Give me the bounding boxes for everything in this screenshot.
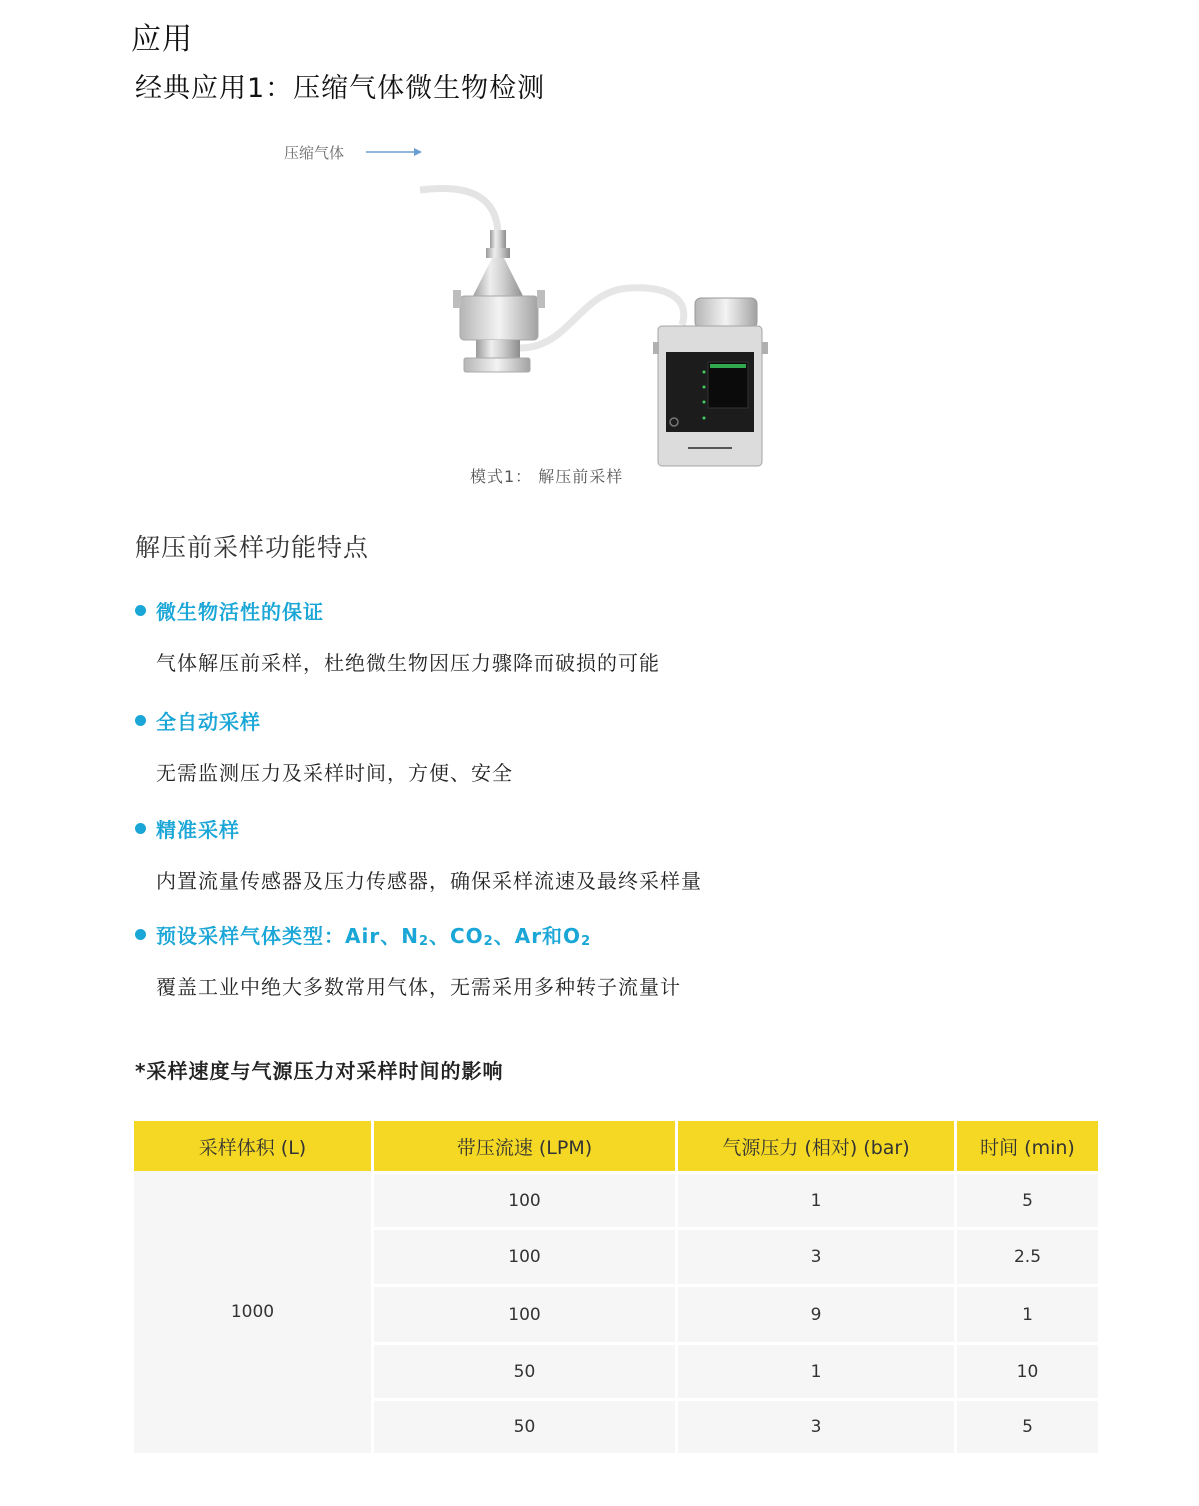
header-volume: 采样体积 (L) xyxy=(134,1121,374,1171)
flow-rate-cell: 100 xyxy=(374,1284,678,1342)
volume-cell: 1000 xyxy=(134,1171,374,1453)
feature-description: 气体解压前采样，杜绝微生物因压力骤降而破损的可能 xyxy=(156,651,660,675)
feature-item xyxy=(135,596,1035,676)
bullet-dot-icon xyxy=(135,605,146,616)
feature-title: 微生物活性的保证 xyxy=(156,600,324,624)
feature-description: 无需监测压力及采样时间，方便、安全 xyxy=(156,761,513,785)
product-figure xyxy=(270,130,790,500)
time-cell: 5 xyxy=(957,1398,1098,1453)
bullet-dot-icon xyxy=(135,929,146,940)
header-flow-rate: 带压流速 (LPM) xyxy=(374,1121,678,1171)
pressure-cell: 3 xyxy=(678,1227,957,1284)
bullet-dot-icon xyxy=(135,823,146,834)
bullet-dot-icon xyxy=(135,715,146,726)
table-header-row xyxy=(134,1121,1098,1171)
feature-title: 精准采样 xyxy=(156,818,240,842)
sampler-device-lid xyxy=(695,298,757,328)
feature-description: 覆盖工业中绝大多数常用气体，无需采用多种转子流量计 xyxy=(156,975,681,999)
feature-item xyxy=(135,920,1035,1000)
sampling-time-table xyxy=(134,1121,1098,1453)
feature-item xyxy=(135,814,1035,894)
flow-arrow-icon xyxy=(366,144,426,158)
sampler-illustration xyxy=(270,130,790,470)
page-heading: 应用 xyxy=(131,22,193,57)
table-row xyxy=(134,1171,1098,1227)
feature-title: 全自动采样 xyxy=(156,710,261,734)
feature-title: 预设采样气体类型：Air、N2、CO2、Ar和O2 xyxy=(156,924,592,949)
gas-label: 压缩气体 xyxy=(284,144,345,162)
time-cell: 5 xyxy=(957,1171,1098,1227)
pressure-cell: 9 xyxy=(678,1284,957,1342)
features-title: 解压前采样功能特点 xyxy=(135,533,370,562)
device-screen xyxy=(708,362,748,408)
header-time: 时间 (min) xyxy=(957,1121,1098,1171)
time-cell: 10 xyxy=(957,1342,1098,1398)
figure-caption: 模式1： 解压前采样 xyxy=(470,467,624,486)
inlet-tube xyxy=(420,188,498,240)
feature-description: 内置流量传感器及压力传感器，确保采样流速及最终采样量 xyxy=(156,869,702,893)
sampling-head xyxy=(460,296,538,340)
sampling-cone xyxy=(472,258,524,298)
time-cell: 1 xyxy=(957,1284,1098,1342)
pressure-cell: 1 xyxy=(678,1171,957,1227)
nozzle-fitting xyxy=(490,230,506,250)
table-note: *采样速度与气源压力对采样时间的影响 xyxy=(135,1059,504,1083)
pressure-cell: 1 xyxy=(678,1342,957,1398)
application-title: 经典应用1：压缩气体微生物检测 xyxy=(135,73,546,104)
flange xyxy=(464,358,530,372)
header-pressure: 气源压力 (相对) (bar) xyxy=(678,1121,957,1171)
time-cell: 2.5 xyxy=(957,1227,1098,1284)
flow-rate-cell: 100 xyxy=(374,1227,678,1284)
flow-rate-cell: 50 xyxy=(374,1342,678,1398)
flow-rate-cell: 100 xyxy=(374,1171,678,1227)
feature-item xyxy=(135,706,1035,786)
pressure-cell: 3 xyxy=(678,1398,957,1453)
flow-rate-cell: 50 xyxy=(374,1398,678,1453)
